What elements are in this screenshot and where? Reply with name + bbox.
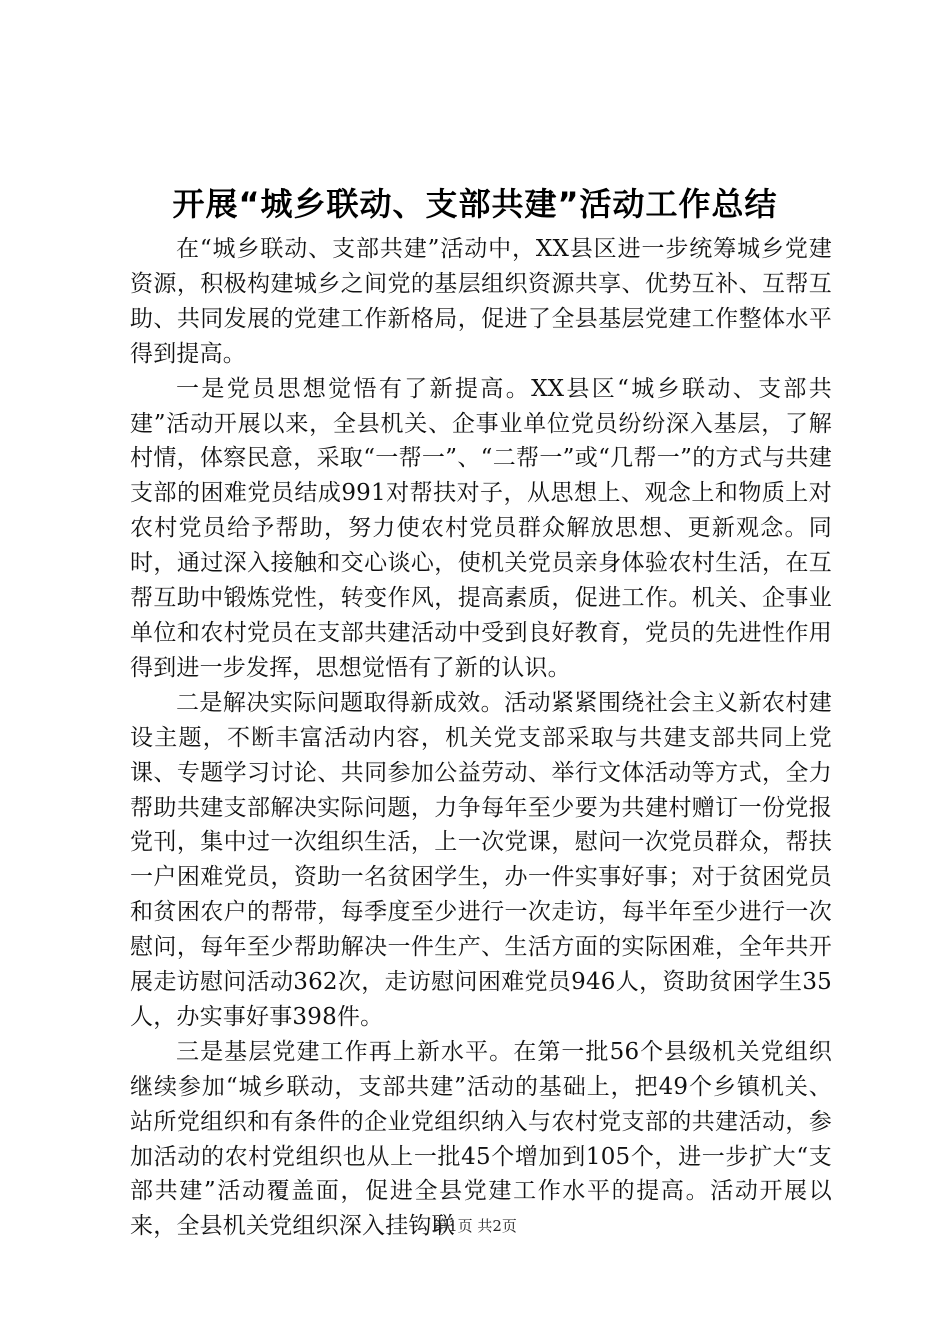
paragraph-intro: 在“城乡联动、支部共建”活动中，XX县区进一步统筹城乡党建资源，积极构建城乡之间党的基层组织资源共享、优势互补、互帮互助、共同发展的党建工作新格局，促进了全县基层党建工作整体水平得到提高。: [130, 236, 832, 367]
document-title: 开展“城乡联动、支部共建”活动工作总结: [172, 185, 778, 223]
document-body: [130, 232, 832, 1244]
paragraph-point-2: 二是解决实际问题取得新成效。活动紧紧围绕社会主义新农村建设主题，不断丰富活动内容，机关党支部采取与共建支部共同上党课、专题学习讨论、共同参加公益劳动、举行文体活动等方式，全力帮助共建支部解决实际问题，力争每年至少要为共建村赠订一份党报党刊，集中过一次组织生活，上一次党课，慰问一次党员群众，帮扶一户困难党员，资助一名贫困学生，办一件实事好事；对于贫困党员和贫困农户的帮带，每季度至少进行一次走访，每半年至少进行一次慰问，每年至少帮助解决一件生产、生活方面的实际困难，全年共开展走访慰问活动362次，走访慰问困难党员946人，资助贫困学生35人，办实事好事398件。: [130, 689, 832, 1030]
paragraph-point-1: 一是党员思想觉悟有了新提高。XX县区“城乡联动、支部共建”活动开展以来，全县机关、企事业单位党员纷纷深入基层，了解村情，体察民意，采取“一帮一”、“二帮一”或“几帮一”的方式与共建支部的困难党员结成991对帮扶对子，从思想上、观念上和物质上对农村党员给予帮助，努力使农村党员群众解放思想、更新观念。同时，通过深入接触和交心谈心，使机关党员亲身体验农村生活，在互帮互助中锻炼党性，转变作风，提高素质，促进工作。机关、企事业单位和农村党员在支部共建活动中受到良好教育，党员的先进性作用得到进一步发挥，思想觉悟有了新的认识。: [130, 375, 832, 681]
paragraph-point-3: 三是基层党建工作再上新水平。在第一批56个县级机关党组织继续参加“城乡联动，支部共建”活动的基础上，把49个乡镇机关、站所党组织和有条件的企业党组织纳入与农村党支部的共建活动，参加活动的农村党组织也从上一批45个增加到105个，进一步扩大“支部共建”活动覆盖面，促进全县党建工作水平的提高。活动开展以来，全县机关党组织深入挂钩联: [130, 1038, 832, 1240]
page-number-footer: 第1页 共2页: [433, 1217, 517, 1235]
